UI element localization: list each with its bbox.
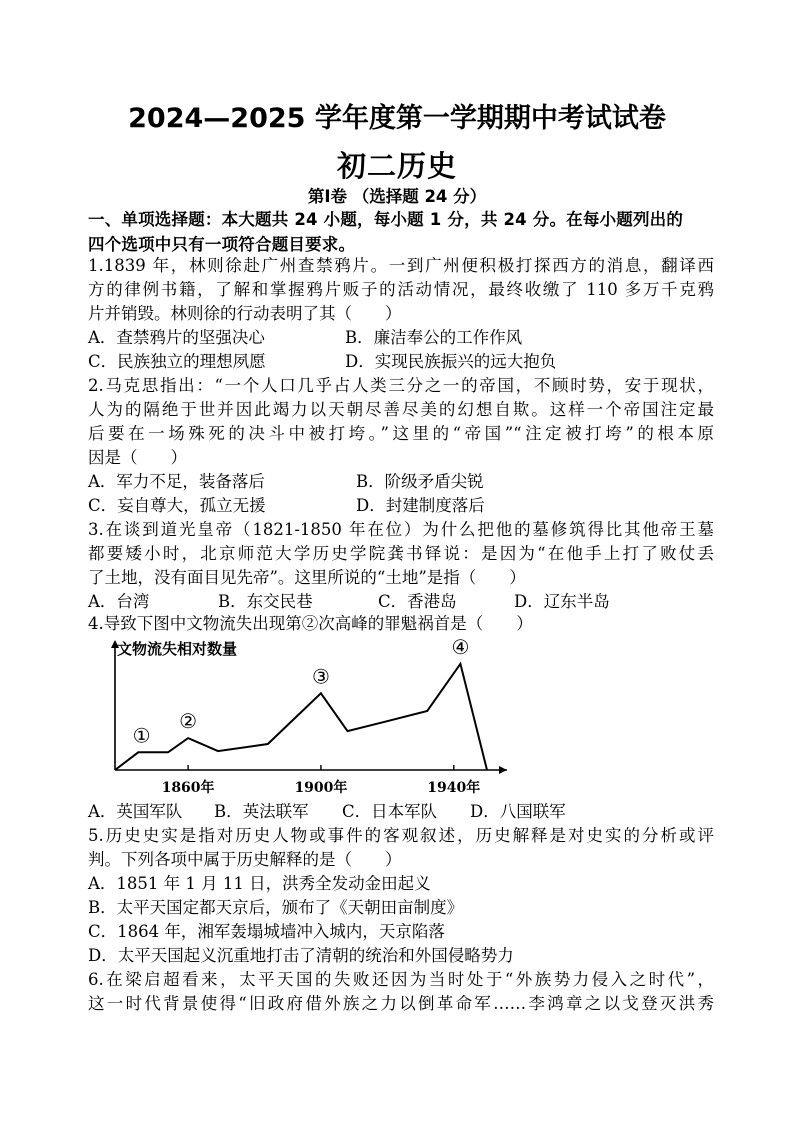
q2-stem-line: 后要在一场殊死的决斗中被打垮。”这里的“帝国”“注定被打垮”的根本原 (88, 424, 714, 443)
artifact-loss-chart (105, 632, 525, 798)
peak-marker-2: ② (179, 709, 198, 734)
x-tick-label: 1900年 (294, 780, 348, 796)
chart-title: 文物流失相对数量 (117, 640, 238, 658)
q2-option-d[interactable]: D．封建制度落后 (356, 496, 485, 515)
q1-option-a[interactable]: A．查禁鸦片的坚强决心 (88, 328, 265, 347)
q2-stem-line: 2.马克思指出：“一个人口几乎占人类三分之一的帝国，不顾时势，安于现状， (88, 376, 714, 395)
x-tick-label: 1860年 (161, 780, 215, 796)
q4-option-a[interactable]: A．英国军队 (88, 802, 183, 821)
q5-stem-line: 5.历史史实是指对历史人物或事件的客观叙述，历史解释是对史实的分析或评 (88, 826, 714, 845)
q1-stem-line: 片并销毁。林则徐的行动表明了其（ ） (88, 304, 402, 323)
q6-stem-line: 6.在梁启超看来，太平天国的失败还因为当时处于“外族势力侵入之时代”， (88, 970, 714, 989)
q5-stem-line: 判。下列各项中属于历史解释的是（ ） (88, 850, 402, 869)
q2-option-a[interactable]: A．军力不足，装备落后 (88, 472, 265, 491)
q2-option-b[interactable]: B．阶级矛盾尖锐 (356, 472, 484, 491)
q2-stem-line: 人为的隔绝于世并因此竭力以天朝尽善尽美的幻想自欺。这样一个帝国注定最 (88, 400, 714, 419)
subject-title: 初二历史 (336, 149, 457, 183)
q4-stem-line: 4.导致下图中文物流失出现第②次高峰的罪魁祸首是（ ） (88, 614, 533, 633)
q3-stem-line: 都要矮小时，北京师范大学历史学院龚书铎说：是因为“在他手上打了败仗丢 (88, 544, 714, 563)
chart-axes (111, 640, 507, 774)
peak-marker-3: ③ (311, 664, 330, 689)
q5-option-a[interactable]: A．1851 年 1 月 11 日，洪秀全发动金田起义 (88, 874, 431, 893)
q3-stem-line: 了土地，没有面目见先帝”。这里所说的“土地”是指（ ） (88, 568, 526, 587)
x-axis-arrow (499, 766, 507, 774)
q3-option-a[interactable]: A．台湾 (88, 592, 150, 611)
q2-option-c[interactable]: C．妄自尊大，孤立无援 (88, 496, 266, 515)
q1-stem-line: 方的律例书籍，了解和掌握鸦片贩子的活动情况，最终收缴了 110 多万千克鸦 (88, 280, 714, 299)
q3-option-c[interactable]: C．香港岛 (378, 592, 457, 611)
chart-series-line (115, 664, 487, 770)
instructions-line: 一、单项选择题：本大题共 24 小题，每小题 1 分，共 24 分。在每小题列出的 (88, 210, 684, 229)
q1-option-c[interactable]: C．民族独立的理想夙愿 (88, 352, 266, 371)
section-instructions (88, 207, 714, 257)
q3-stem-line: 3.在谈到道光皇帝（1821-1850 年在位）为什么把他的墓修筑得比其他帝王墓 (88, 520, 714, 539)
instructions-line: 四个选项中只有一项符合题目要求。 (88, 235, 356, 254)
peak-marker-1: ① (132, 723, 151, 748)
q1-option-d[interactable]: D．实现民族振兴的远大抱负 (345, 352, 557, 371)
q1-stem-line: 1.1839 年，林则徐赴广州查禁鸦片。一到广州便积极打探西方的消息，翻译西 (88, 256, 714, 275)
q5-option-b[interactable]: B．太平天国定都天京后，颁布了《天朝田亩制度》 (88, 898, 464, 917)
x-tick-label: 1940年 (427, 780, 481, 796)
q4-option-c[interactable]: C．日本军队 (342, 802, 438, 821)
q1-option-b[interactable]: B．廉洁奉公的工作作风 (345, 328, 523, 347)
q5-option-d[interactable]: D．太平天国起义沉重地打击了清朝的统治和外国侵略势力 (88, 946, 514, 965)
q2-stem-line: 因是（ ） (88, 448, 187, 467)
q6-stem-line: 这一时代背景使得“旧政府借外族之力以倒革命军……李鸿章之以戈登灭洪秀 (88, 994, 714, 1013)
q4-option-d[interactable]: D．八国联军 (470, 802, 566, 821)
q5-option-c[interactable]: C．1864 年，湘军轰塌城墙冲入城内，天京陷落 (88, 922, 445, 941)
q4-option-b[interactable]: B．英法联军 (214, 802, 309, 821)
q3-option-b[interactable]: B．东交民巷 (218, 592, 313, 611)
exam-title: 2024—2025 学年度第一学期期中考试试卷 (128, 103, 666, 134)
q3-option-d[interactable]: D．辽东半岛 (514, 592, 610, 611)
peak-marker-4: ④ (451, 634, 470, 659)
part-title: 第Ⅰ卷 （选择题 24 分） (307, 187, 487, 206)
